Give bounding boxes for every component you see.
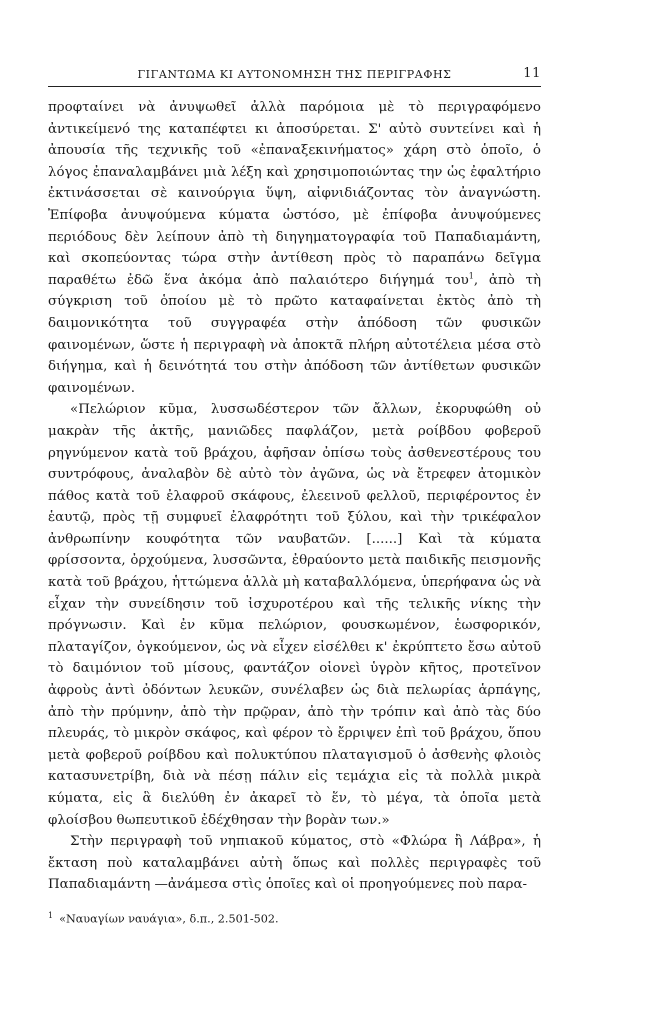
paragraph: Στὴν περιγραφὴ τοῦ νηπιακοῦ κύματος, στὸ «Φλώρα ἢ Λάβρα», ἡ ἔκταση ποὺ καταλαμβάνει αὐτὴ ὅπως καὶ πολλὲς περιγραφὲς τοῦ Παπαδιαμάντη —ἀνάμεσα στὶς ὁποῖες καὶ οἱ προηγούμενες ποὺ παρα- <box>48 834 541 893</box>
block-quotation: «Πελώριον κῦμα, λυσσωδέστερον τῶν ἄλλων, ἐκορυφώθη οὐ μακρὰν τῆς ἀκτῆς, μανιῶδες παφλάζον, μετὰ ροίβδου φοβεροῦ ρηγνύμενον κατὰ τοῦ βράχου, ἀφῆσαν ὀπίσω τοὺς ἀσθενεστέρους του συντρόφους, ἀναλαβὸν δὲ αὐτὸ τὸν ἀγῶνα, ὡς νὰ ἔτρεφεν ἀτομικὸν πάθος κατὰ τοῦ ἐλαφροῦ σκάφους, ἐλεεινοῦ φελλοῦ, περιφέροντος ἐν ἑαυτῷ, πρὸς τῇ συμφυεῖ ἐλαφρότητι τοῦ ξύλου, καὶ τὴν τρικέφαλον ἀνθρωπίνην κουφότητα τῶν ναυβατῶν. [......] Καὶ τὰ κύματα φρίσσοντα, ὀρχούμενα, λυσσῶντα, ἐθραύοντο μετὰ παιδικῆς πεισμονῆς κατὰ τοῦ βράχου, ἡττώμενα ἀλλὰ μὴ καταβαλλόμενα, ὑπερήφανα ὡς νὰ εἶχαν τὴν συνείδησιν τοῦ ἰσχυροτέρου καὶ τῆς τελικῆς νίκης τὴν πρόγνωσιν. Καὶ ἐν κῦμα πελώριον, φουσκωμένον, ἑωσφορικόν, πλαταγίζον, ὀγκούμενον, ὡς νὰ εἶχεν εἰσέλθει κ' ἐκρύπτετο ἔσω αὐτοῦ τὸ δαιμόνιον τοῦ μίσους, φαντάζον οἱονεὶ ὑγρὸν κῆτος, προτεῖνον ἀφροὺς ἀντὶ ὀδόντων λευκῶν, συνέλαβεν ὡς διὰ πελωρίας ἁρπάγης, ἀπὸ τὴν πρύμνην, ἀπὸ τὴν πρῷραν, ἀπὸ τὴν τρόπιν καὶ ἀπὸ τὰς δύο πλευράς, τὸ μικρὸν σκάφος, καὶ φέρον τὸ ἔρριψεν ἐπὶ τοῦ βράχου, ὅπου μετὰ φοβεροῦ ροίβδου καὶ πολυκτύπου πλαταγισμοῦ ὁ ἀσθενὴς φλοιὸς κατασυνετρίβη, διὰ νὰ πέσῃ πάλιν εἰς τεμάχια εἰς τὰ πολλὰ μικρὰ κύματα, εἰς ἃ διελύθη ἐν ἀκαρεῖ τὸ ἕν, τὸ μέγα, τὰ ὁποῖα μετὰ φλοίσβου θωπευτικοῦ ἐδέχθησαν τὴν βορὰν των.» <box>48 402 541 828</box>
paragraph-text-after-note: , ἀπὸ τὴ σύγκριση τοῦ ὁποίου μὲ τὸ πρῶτο καταφαίνεται ἐκτὸς ἀπὸ τὴ δαιμονικότητα τοῦ συγγραφέα στὴν ἀπόδοση τῶν φυσικῶν φαινομένων, ὥστε ἡ περιγραφὴ νὰ ἀποκτᾶ πλήρη αὐτοτέλεια μέσα στὸ διήγημα, καὶ ἡ δεινότητά του στὴν ἀπόδοση τῶν ἀντίθετων φυσικῶν φαινομένων. <box>48 272 541 396</box>
footnote <box>48 908 541 927</box>
main-text <box>48 97 541 896</box>
footnote-reference: 1 <box>468 271 474 281</box>
running-title: ΓΙΓΑΝΤΩΜΑ ΚΙ ΑΥΤΟΝΟΜΗΣΗ ΤΗΣ ΠΕΡΙΓΡΑΦΗΣ <box>137 68 452 81</box>
running-header <box>48 66 541 87</box>
footnote-mark: 1 <box>48 910 54 920</box>
paragraph-text-before-note: προφταίνει νὰ ἀνυψωθεῖ ἀλλὰ παρόμοια μὲ τὸ περιγραφόμενο ἀντικείμενό της καταπέφτει κι ἀποσύρεται. Σ' αὐτὸ συντείνει καὶ ἡ ἀπουσία τῆς τεχνικῆς τοῦ «ἐπαναξεκινήματος» χάρη στὸ ὁποῖο, ὁ λόγος ἐπαναλαμβάνει μιὰ λέξη καὶ χρησιμοποιώντας την ὡς ἐφαλτήριο ἐκτινάσσεται σὲ καινούργια ὕψη, αἰφνιδιάζοντας τὸν ἀναγνώστη. Ἐπίφοβα ἀνυψούμενα κύματα ὡστόσο, μὲ ἐπίφοβα ἀνυψούμενες περιόδους δὲν λείπουν ἀπὸ τὴ διηγηματογραφία τοῦ Παπαδιαμάντη, καὶ σκοπεύοντας τώρα στὴν ἀντίθεση πρὸς τὸ παραπάνω δεῖγμα παραθέτω ἐδῶ ἕνα ἀκόμα ἀπὸ παλαιότερο διήγημά του <box>48 100 541 288</box>
page-number: 11 <box>523 66 541 81</box>
footnote-text: «Ναυαγίων ναυάγια», δ.π., 2.501-502. <box>59 912 279 926</box>
paragraph-continued <box>48 97 541 399</box>
book-page <box>48 66 541 927</box>
